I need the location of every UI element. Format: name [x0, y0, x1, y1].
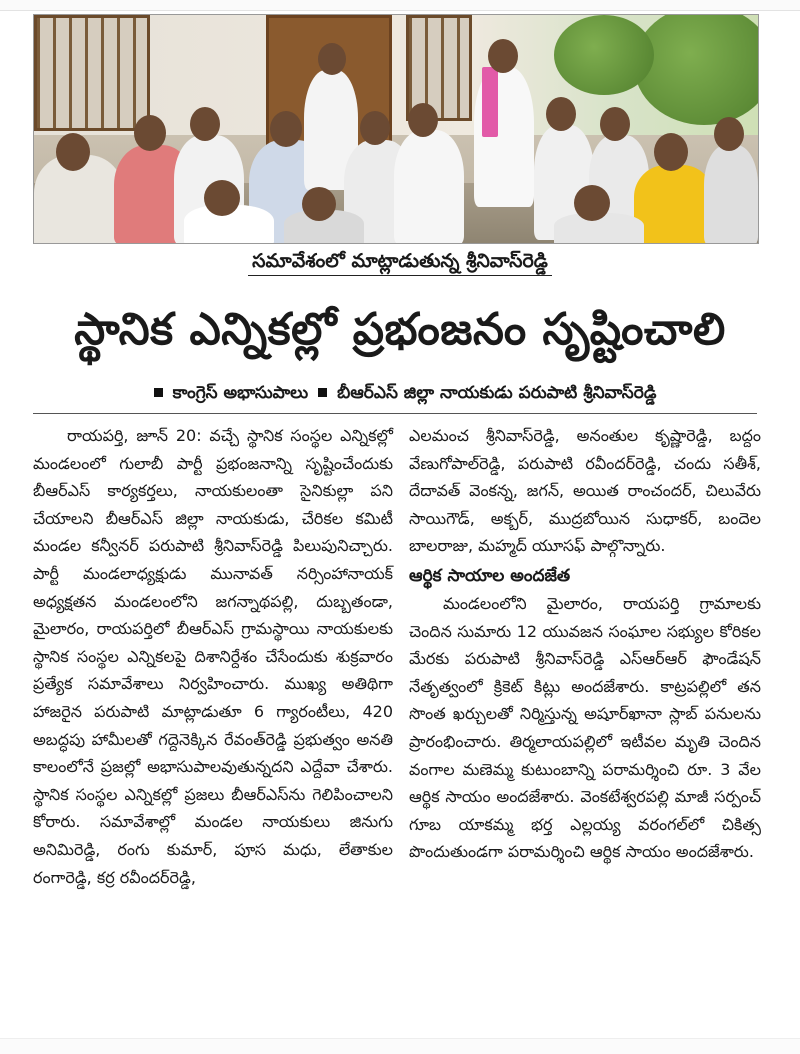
- clipping-top-edge: [0, 0, 800, 11]
- article-paragraph: ఎలమంచ శ్రీనివాస్‌రెడ్డి, అనంతుల కృష్ణారెడ్డి, బద్దం వేణుగోపాల్‌రెడ్డి, పరుపాటి రవీందర్‌రెడ్డి, చందు సతీశ్, దేదావత్ వెంకన్న, జగన్, అయిత రాంచందర్, చిలువేరు సాయిగౌడ్, అక్బర్, ముద్రబోయిన సుధాకర్, బందెల బాలరాజు, మహ్మద్ యూసఫ్ పాల్గొన్నారు.: [409, 426, 761, 556]
- subheading-1: కాంగ్రెస్ అభాసుపాలు: [172, 383, 309, 403]
- photo-head: [190, 107, 220, 141]
- photo-head: [408, 103, 438, 137]
- photo-head: [546, 97, 576, 131]
- photo-head: [204, 180, 240, 216]
- meeting-photo: [33, 14, 759, 244]
- photo-head: [302, 187, 336, 221]
- article-column-left: [33, 422, 393, 891]
- photo-head: [714, 117, 744, 151]
- photo-head: [318, 43, 346, 75]
- article-column-right: [409, 422, 761, 866]
- bullet-icon: [154, 388, 163, 397]
- article-paragraph: రాయపర్తి, జూన్ 20: వచ్చే స్థానిక సంస్థల ఎన్నికల్లో మండలంలో గులాబీ పార్టీ ప్రభంజనాన్ని సృష్టించేందుకు బీఆర్‌ఎస్ కార్యకర్తలు, నాయకులంతా సైనికుల్లా పని చేయాలని బీఆర్‌ఎస్ జిల్లా నాయకుడు, చేరికల కమిటీ మండల కన్వీనర్ పరుపాటి శ్రీనివాస్‌రెడ్డి పిలుపునిచ్చారు. పార్టీ మండలాధ్యక్షుడు మునావత్ నర్సింహానాయక్ అధ్యక్షతన మండలంలోని జగన్నాథపల్లి, దుబ్బతండా, మైలారం, రాయపర్తిలో బీఆర్‌ఎస్ గ్రామస్థాయి నాయకులకు స్థానిక సంస్థల ఎన్నికలపై దిశానిర్దేశం చేసేందుకు శుక్రవారం ప్రత్యేక సమావేశాలు నిర్వహించారు. ముఖ్య అతిథిగా హాజరైన పరుపాటి మాట్లాడుతూ 6 గ్యారంటీలు, 420 అబద్ధపు హామీలతో గద్దెనెక్కిన రేవంత్‌రెడ్డి ప్రభుత్వం అనతి కాలంలోనే ప్రజల్లో అభాసుపాలవుతున్నదని ఎద్దేవా చేశారు. స్థానిక సంస్థల ఎన్నికల్లో ప్రజలు బీఆర్‌ఎస్‌ను గెలిపించాలని కోరారు. సమావేశాల్లో మండల నాయకులు జినుగు అనిమిరెడ్డి, రంగు కుమార్, పూస మధు, లేతాకుల రంగారెడ్డి, కర్ర రవీందర్‌రెడ్డి,: [33, 426, 393, 887]
- photo-window-left: [34, 15, 150, 131]
- photo-head: [574, 185, 610, 221]
- photo-head: [488, 39, 518, 73]
- subheading-2: బీఆర్‌ఎస్ జిల్లా నాయకుడు పరుపాటి శ్రీనివాస్‌రెడ్డి: [337, 383, 657, 403]
- article-subtitle: ఆర్థిక సాయాల అందజేత: [409, 565, 571, 586]
- divider: [33, 413, 757, 414]
- photo-person: [394, 130, 464, 244]
- photo-head: [600, 107, 630, 141]
- photo-caption-text: సమావేశంలో మాట్లాడుతున్న శ్రీనివాస్‌రెడ్డి: [248, 247, 552, 276]
- photo-caption: [0, 244, 800, 278]
- bullet-icon: [318, 388, 327, 397]
- photo-head: [270, 111, 302, 147]
- photo-scarf: [482, 67, 498, 137]
- headline: స్థానిక ఎన్నికల్లో ప్రభంజనం సృష్టించాలి: [74, 304, 726, 355]
- photo-head: [134, 115, 166, 151]
- photo-person: [704, 145, 758, 244]
- subheadings: [0, 377, 800, 409]
- photo-tree-2: [554, 15, 654, 95]
- article-paragraph: మండలంలోని మైలారం, రాయపర్తి గ్రామాలకు చెందిన సుమారు 12 యువజన సంఘాల సభ్యుల కోరికల మేరకు పరుపాటి శ్రీనివాస్‌రెడ్డి ఎస్‌ఆర్‌ఆర్ ఫౌండేషన్ నేతృత్వంలో క్రికెట్ కిట్లు అందజేశారు. కాట్రపల్లిలో తన సొంత ఖర్చులతో నిర్మిస్తున్న అషూర్‌ఖానా స్లాబ్ పనులను ప్రారంభించారు. తిర్మలాయపల్లిలో ఇటీవల మృతి చెందిన వంగాల మణెమ్మ కుటుంబాన్ని పరామర్శించి రూ. 3 వేల ఆర్థిక సాయం అందజేశారు. వెంకటేశ్వరపల్లి మాజీ సర్పంచ్ గూబ యాకమ్మ భర్త ఎల్లయ్య వరంగల్‌లో చికిత్స పొందుతుండగా పరామర్శించి ఆర్థిక సాయం అందజేశారు.: [409, 593, 761, 862]
- photo-head: [654, 133, 688, 171]
- clipping-bottom-edge: [0, 1038, 800, 1054]
- photo-head: [360, 111, 390, 145]
- photo-person: [634, 165, 714, 244]
- photo-head: [56, 133, 90, 171]
